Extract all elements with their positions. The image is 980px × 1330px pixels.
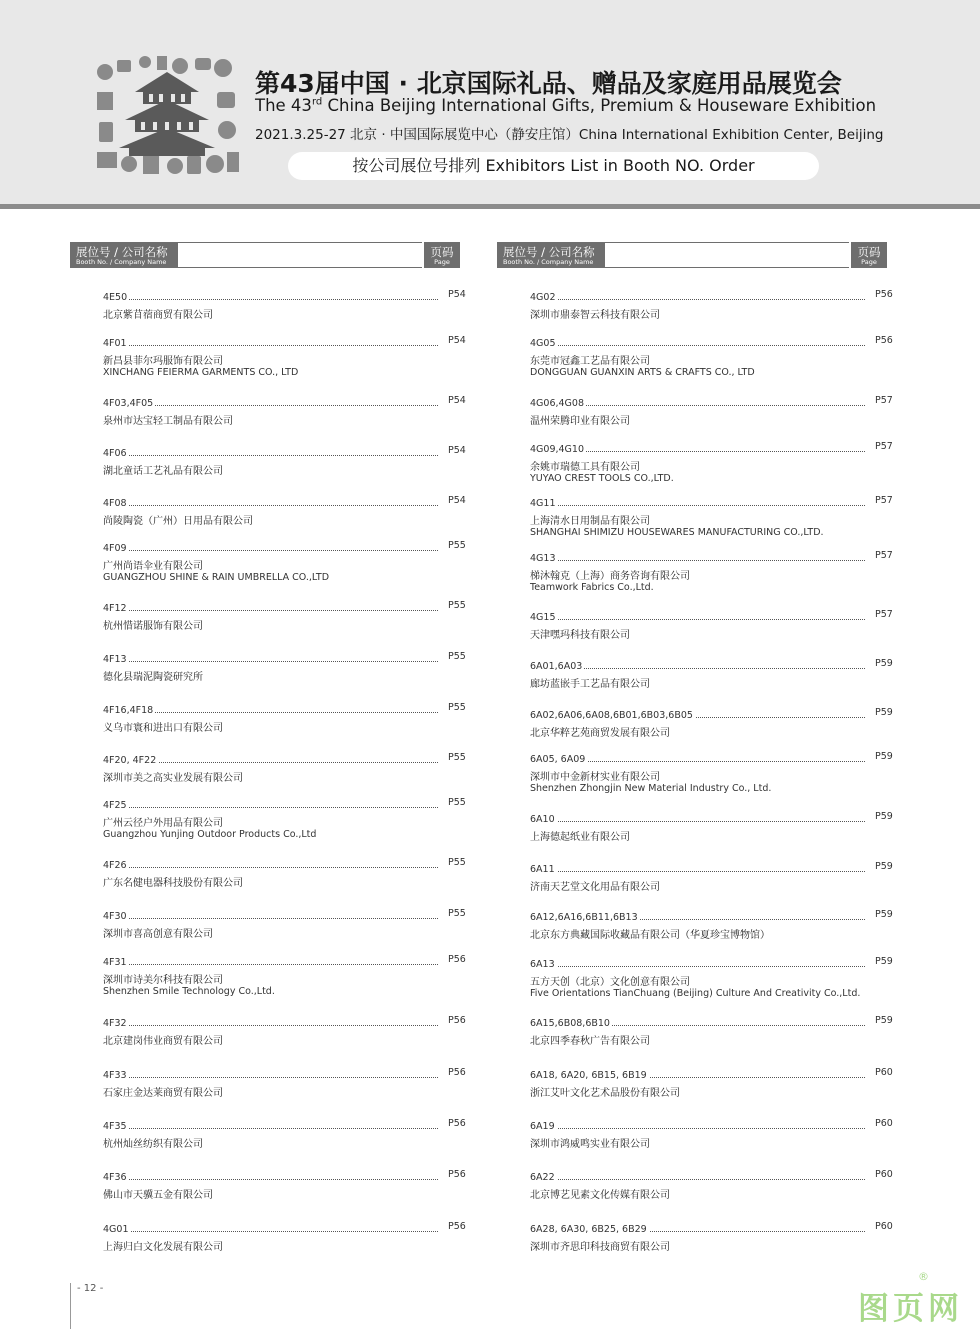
- leader-dots: [530, 1179, 865, 1180]
- page-ref: P60: [875, 1221, 893, 1232]
- booth-number: 4E50: [103, 292, 128, 303]
- page-ref: P54: [448, 395, 466, 406]
- company-name-en: SHANGHAI SHIMIZU HOUSEWARES MANUFACTURING CO.,LTD.: [530, 527, 824, 538]
- page-ref: P55: [448, 752, 466, 763]
- right-column-header: [497, 242, 887, 268]
- booth-number: 4F32: [103, 1018, 127, 1029]
- leader-dots: [103, 1128, 438, 1129]
- leader-dots: [530, 966, 865, 967]
- company-name-cn: 佛山市天骥五金有限公司: [103, 1190, 213, 1201]
- booth-number: 4F01: [103, 338, 127, 349]
- booth-number: 4G15: [530, 612, 556, 623]
- page-ref: P59: [875, 707, 893, 718]
- exhibition-title-en: [255, 96, 876, 115]
- leader-dots: [530, 1128, 865, 1129]
- page-ref: P54: [448, 289, 466, 300]
- company-name-en: Teamwork Fabrics Co.,Ltd.: [530, 582, 654, 593]
- company-name-cn: 北京四季春秋广告有限公司: [530, 1036, 650, 1047]
- company-name-cn: 上海归白文化发展有限公司: [103, 1242, 223, 1253]
- booth-number: 4F36: [103, 1172, 127, 1183]
- leader-dots: [103, 661, 438, 662]
- company-name-cn: 石家庄金达莱商贸有限公司: [103, 1088, 223, 1099]
- booth-number: 4F12: [103, 603, 127, 614]
- leader-dots: [103, 345, 438, 346]
- exhibition-title-cn: 第43届中国 · 北京国际礼品、赠品及家庭用品展览会: [255, 69, 842, 98]
- company-name-cn: 深圳市齐思印科技商贸有限公司: [530, 1242, 670, 1253]
- booth-number: 4F03,4F05: [103, 398, 154, 409]
- booth-number: 4F33: [103, 1070, 127, 1081]
- page-ref: P54: [448, 495, 466, 506]
- page-ref: P57: [875, 441, 893, 452]
- company-name-cn: 杭州灿丝纺织有限公司: [103, 1139, 203, 1150]
- booth-number: 6A28, 6A30, 6B25, 6B29: [530, 1224, 647, 1235]
- company-name-cn: 上海清水日用制品有限公司: [530, 516, 650, 527]
- page-label-en: Page: [434, 258, 450, 266]
- page-ref: P56: [448, 954, 466, 965]
- booth-number: 6A11: [530, 864, 555, 875]
- page-ref: P57: [875, 609, 893, 620]
- page-ref: P60: [875, 1169, 893, 1180]
- booth-company-label-en: Booth No. / Company Name: [76, 258, 167, 266]
- leader-dots: [103, 1231, 438, 1232]
- company-name-cn: 深圳市中金新材实业有限公司: [530, 772, 660, 783]
- booth-number: 6A12,6A16,6B11,6B13: [530, 912, 638, 923]
- booth-company-label: [70, 242, 178, 268]
- leader-dots: [530, 560, 865, 561]
- booth-number: 6A19: [530, 1121, 555, 1132]
- booth-number: 4F30: [103, 911, 127, 922]
- booth-number: 4F26: [103, 860, 127, 871]
- booth-number: 6A15,6B08,6B10: [530, 1018, 610, 1029]
- booth-number: 4G09,4G10: [530, 444, 585, 455]
- leader-dots: [103, 964, 438, 965]
- header-spacer: [178, 242, 422, 268]
- exhibition-logo-icon: [95, 52, 240, 180]
- leader-dots: [530, 345, 865, 346]
- company-name-cn: 义乌市寰和进出口有限公司: [103, 723, 223, 734]
- page-ref: P55: [448, 857, 466, 868]
- company-name-cn: 上海德起纸业有限公司: [530, 832, 630, 843]
- booth-number: 4F13: [103, 654, 127, 665]
- company-name-cn: 北京华粹艺苑商贸发展有限公司: [530, 728, 670, 739]
- company-name-cn: 温州荣腾印业有限公司: [530, 416, 630, 427]
- company-name-cn: 北京紫苜蓿商贸有限公司: [103, 310, 213, 321]
- company-name-cn: 深圳市鼎泰智云科技有限公司: [530, 310, 660, 321]
- page-ref: P55: [448, 797, 466, 808]
- page-label-cn: 页码: [430, 245, 454, 259]
- leader-dots: [530, 871, 865, 872]
- booth-company-label: [497, 242, 605, 268]
- booth-company-label-cn: 展位号 / 公司名称: [503, 245, 595, 259]
- page-ref: P56: [448, 1169, 466, 1180]
- title-en-prefix: The 43: [255, 96, 312, 115]
- page-ref: P55: [448, 540, 466, 551]
- company-name-cn: 北京东方典藏国际收藏品有限公司（华夏珍宝博物馆）: [530, 930, 770, 941]
- page-ref: P55: [448, 702, 466, 713]
- booth-number: 6A02,6A06,6A08,6B01,6B03,6B05: [530, 710, 693, 721]
- company-name-en: Guangzhou Yunjing Outdoor Products Co.,Ltd: [103, 829, 317, 840]
- page-ref: P56: [875, 289, 893, 300]
- booth-number: 6A18, 6A20, 6B15, 6B19: [530, 1070, 647, 1081]
- page-ref: P59: [875, 811, 893, 822]
- company-name-cn: 德化县瑞泥陶瓷研究所: [103, 672, 203, 683]
- page-ref: P56: [448, 1067, 466, 1078]
- header-divider: [0, 204, 980, 209]
- page-ref: P59: [875, 909, 893, 920]
- company-name-en: Shenzhen Smile Technology Co.,Ltd.: [103, 986, 275, 997]
- company-name-cn: 湖北童话工艺礼品有限公司: [103, 466, 223, 477]
- booth-number: 4F31: [103, 957, 127, 968]
- company-name-cn: 廊坊蓝嵌手工艺品有限公司: [530, 679, 650, 690]
- title-en-ordinal: rd: [311, 96, 323, 108]
- booth-number: 4G01: [103, 1224, 129, 1235]
- booth-number: 4G02: [530, 292, 556, 303]
- page-ref: P54: [448, 335, 466, 346]
- page-label-cn: 页码: [857, 245, 881, 259]
- page-ref: P56: [875, 335, 893, 346]
- company-name-cn: 梯沐翰克（上海）商务咨询有限公司: [530, 571, 690, 582]
- page-ref: P59: [875, 1015, 893, 1026]
- page-ref: P59: [875, 861, 893, 872]
- page-ref: P56: [448, 1221, 466, 1232]
- leader-dots: [103, 299, 438, 300]
- title-en-suffix: China Beijing International Gifts, Premium & Houseware Exhibition: [322, 96, 877, 115]
- booth-number: 4F06: [103, 448, 127, 459]
- company-name-cn: 广东名健电器科技股份有限公司: [103, 878, 243, 889]
- booth-number: 4F35: [103, 1121, 127, 1132]
- leader-dots: [530, 505, 865, 506]
- leader-dots: [103, 1077, 438, 1078]
- page-ref: P54: [448, 445, 466, 456]
- watermark: 图页网: [858, 1291, 963, 1327]
- company-name-en: YUYAO CREST TOOLS CO.,LTD.: [530, 473, 674, 484]
- booth-number: 4F16,4F18: [103, 705, 154, 716]
- company-name-cn: 五方天创（北京）文化创意有限公司: [530, 977, 690, 988]
- footer-rule: [70, 1283, 71, 1329]
- page-ref: P60: [875, 1067, 893, 1078]
- booth-number: 4F08: [103, 498, 127, 509]
- booth-number: 4G13: [530, 553, 556, 564]
- page-ref: P59: [875, 751, 893, 762]
- page-ref: P56: [448, 1118, 466, 1129]
- page-ref: P59: [875, 956, 893, 967]
- page-label-en: Page: [861, 258, 877, 266]
- leader-dots: [103, 505, 438, 506]
- booth-number: 4G11: [530, 498, 556, 509]
- exhibition-date-venue: 2021.3.25-27 北京 · 中国国际展览中心（静安庄馆）China International Exhibition Center, Beijing: [255, 127, 884, 143]
- leader-dots: [103, 918, 438, 919]
- page-ref: P60: [875, 1118, 893, 1129]
- company-name-en: GUANGZHOU SHINE & RAIN UMBRELLA CO.,LTD: [103, 572, 330, 583]
- company-name-en: XINCHANG FEIERMA GARMENTS CO., LTD: [103, 367, 299, 378]
- booth-number: 4F20, 4F22: [103, 755, 157, 766]
- company-name-cn: 广州云径户外用品有限公司: [103, 818, 223, 829]
- leader-dots: [103, 867, 438, 868]
- registered-mark: ®: [918, 1270, 929, 1283]
- booth-number: 6A13: [530, 959, 555, 970]
- booth-number: 6A10: [530, 814, 555, 825]
- booth-number: 4G06,4G08: [530, 398, 585, 409]
- page-ref: P59: [875, 658, 893, 669]
- booth-number: 4G05: [530, 338, 556, 349]
- page-label: [851, 242, 887, 268]
- booth-company-label-en: Booth No. / Company Name: [503, 258, 594, 266]
- company-name-cn: 北京博艺见素文化传媒有限公司: [530, 1190, 670, 1201]
- company-name-cn: 深圳市鸿威鸣实业有限公司: [530, 1139, 650, 1150]
- company-name-cn: 东莞市冠鑫工艺品有限公司: [530, 356, 650, 367]
- page-ref: P57: [875, 550, 893, 561]
- company-name-cn: 杭州惜诺服饰有限公司: [103, 621, 203, 632]
- page-header: [0, 0, 980, 205]
- booth-number: 4F09: [103, 543, 127, 554]
- list-order-label: 按公司展位号排列 Exhibitors List in Booth NO. Order: [288, 152, 819, 180]
- header-spacer: [605, 242, 849, 268]
- company-name-cn: 余姚市瑞德工具有限公司: [530, 462, 640, 473]
- leader-dots: [103, 1179, 438, 1180]
- leader-dots: [530, 619, 865, 620]
- company-name-cn: 尚陵陶瓷（广州）日用品有限公司: [103, 516, 253, 527]
- page-number: - 12 -: [77, 1283, 104, 1294]
- leader-dots: [103, 1025, 438, 1026]
- company-name-en: DONGGUAN GUANXIN ARTS & CRAFTS CO., LTD: [530, 367, 755, 378]
- leader-dots: [530, 821, 865, 822]
- company-name-cn: 北京建岗伟业商贸有限公司: [103, 1036, 223, 1047]
- booth-number: 6A01,6A03: [530, 661, 583, 672]
- page-ref: P55: [448, 908, 466, 919]
- company-name-cn: 济南天艺堂文化用品有限公司: [530, 882, 660, 893]
- page-ref: P56: [448, 1015, 466, 1026]
- company-name-cn: 新昌县菲尔玛服饰有限公司: [103, 356, 223, 367]
- booth-number: 4F25: [103, 800, 127, 811]
- booth-number: 6A05, 6A09: [530, 754, 586, 765]
- leader-dots: [103, 610, 438, 611]
- leader-dots: [103, 455, 438, 456]
- company-name-cn: 深圳市喜高创意有限公司: [103, 929, 213, 940]
- leader-dots: [103, 807, 438, 808]
- page-label: [424, 242, 460, 268]
- booth-company-label-cn: 展位号 / 公司名称: [76, 245, 168, 259]
- company-name-cn: 泉州市达宝轻工制品有限公司: [103, 416, 233, 427]
- company-name-en: Shenzhen Zhongjin New Material Industry Co., Ltd.: [530, 783, 772, 794]
- company-name-cn: 深圳市美之高实业发展有限公司: [103, 773, 243, 784]
- leader-dots: [530, 299, 865, 300]
- company-name-cn: 广州尚语伞业有限公司: [103, 561, 203, 572]
- page-ref: P55: [448, 600, 466, 611]
- left-column-header: [70, 242, 460, 268]
- company-name-cn: 天津嘿玛科技有限公司: [530, 630, 630, 641]
- company-name-en: Five Orientations TianChuang (Beijing) Culture And Creativity Co.,Ltd.: [530, 988, 861, 999]
- booth-number: 6A22: [530, 1172, 555, 1183]
- page-ref: P57: [875, 495, 893, 506]
- company-name-cn: 浙江艾叶文化艺术品股份有限公司: [530, 1088, 680, 1099]
- page-ref: P55: [448, 651, 466, 662]
- page-ref: P57: [875, 395, 893, 406]
- company-name-cn: 深圳市诗美尔科技有限公司: [103, 975, 223, 986]
- leader-dots: [103, 550, 438, 551]
